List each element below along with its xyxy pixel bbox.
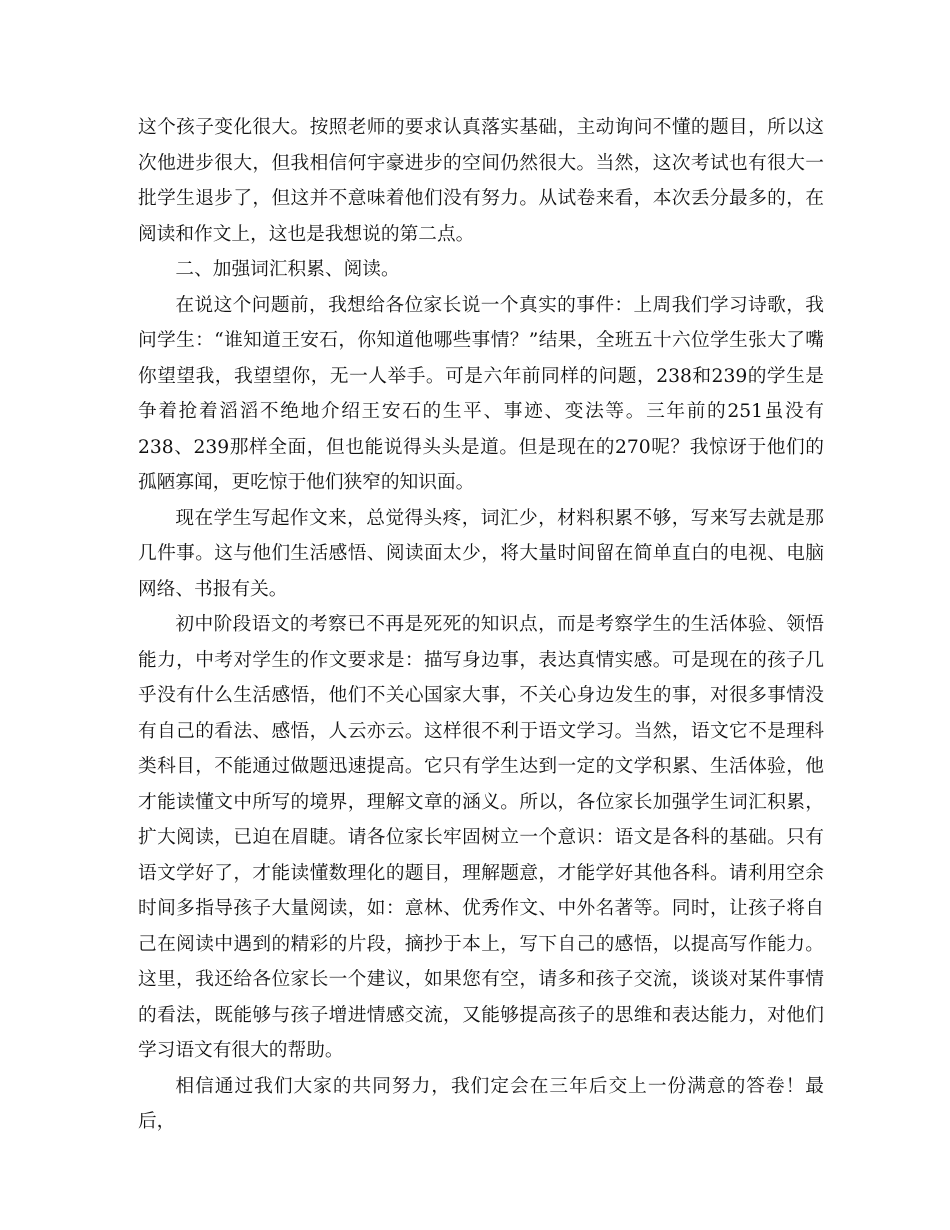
paragraph-closing: 相信通过我们大家的共同努力，我们定会在三年后交上一份满意的答卷！最后， (138, 1075, 824, 1132)
section-heading: 二、加强词汇积累、阅读。 (175, 259, 400, 280)
paragraph-writing-difficulty: 现在学生写起作文来，总觉得头疼，词汇少，材料积累不够，写来写去就是那几件事。这与他们生活感悟、阅读面太少，将大量时间留在简单直白的电视、电脑网络、书报有关。 (138, 507, 824, 600)
document-body (138, 110, 824, 1140)
paragraph-wang-anshi-story: 在说这个问题前，我想给各位家长说一个真实的事件：上周我们学习诗歌，我问学生：“谁知道王安石，你知道他哪些事情？”结果，全班五十六位学生张大了嘴你望望我，我望望你，无一人举手。可是六年前同样的问题，238和239的学生是争着抢着滔滔不绝地介绍王安石的生平、事迹、变法等。三年前的251虽没有238、239那样全面，但也能说得头头是道。但是现在的270呢？我惊讶于他们的孤陋寡闻，更吃惊于他们狭窄的知识面。 (138, 294, 824, 493)
paragraph-reading-advice: 初中阶段语文的考察已不再是死死的知识点，而是考察学生的生活体验、领悟能力，中考对学生的作文要求是：描写身边事，表达真情实感。可是现在的孩子几乎没有什么生活感悟，他们不关心国家大事，不关心身边发生的事，对很多事情没有自己的看法、感悟，人云亦云。这样很不利于语文学习。当然，语文它不是理科类科目，不能通过做题迅速提高。它只有学生达到一定的文学积累、生活体验，他才能读懂文中所写的境界，理解文章的涵义。所以，各位家长加强学生词汇积累，扩大阅读，已迫在眉睫。请各位家长牢固树立一个意识：语文是各科的基础。只有语文学好了，才能读懂数理化的题目，理解题意，才能学好其他各科。请利用空余时间多指导孩子大量阅读，如：意林、优秀作文、中外名著等。同时，让孩子将自己在阅读中遇到的精彩的片段，摘抄于本上，写下自己的感悟，以提高写作能力。这里，我还给各位家长一个建议，如果您有空，请多和孩子交流，谈谈对某件事情的看法，既能够与孩子增进情感交流，又能够提高孩子的思维和表达能力，对他们学习语文有很大的帮助。 (138, 614, 824, 1061)
paragraph-continued: 这个孩子变化很大。按照老师的要求认真落实基础，主动询问不懂的题目，所以这次他进步很大，但我相信何宇豪进步的空间仍然很大。当然，这次考试也有很大一批学生退步了，但这并不意味着他们没有努力。从试卷来看，本次丢分最多的，在阅读和作文上，这也是我想说的第二点。 (138, 117, 824, 245)
